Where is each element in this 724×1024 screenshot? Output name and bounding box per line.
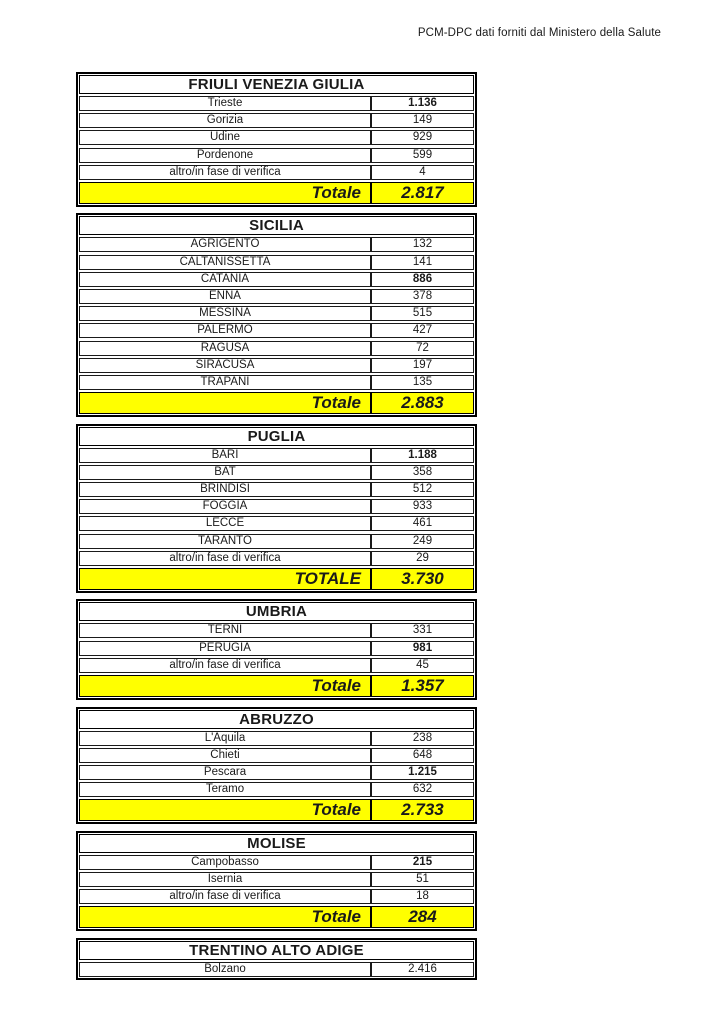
province-label: Bolzano (80, 963, 372, 976)
province-value: 197 (412, 358, 433, 371)
province-row (79, 748, 474, 763)
province-row (79, 872, 474, 887)
source-note: PCM-DPC dati forniti dal Ministero della Salute (417, 27, 661, 39)
province-value: 886 (412, 272, 433, 285)
province-row (79, 499, 474, 514)
total-label: Totale (80, 907, 372, 927)
total-row (79, 906, 474, 928)
total-label: Totale (80, 183, 372, 203)
province-row (79, 962, 474, 977)
province-row (79, 272, 474, 287)
region-title: PUGLIA (79, 427, 474, 446)
province-row (79, 113, 474, 128)
province-value: 427 (412, 324, 433, 337)
tables-container (76, 72, 477, 986)
province-row (79, 448, 474, 463)
province-value: 1.215 (408, 765, 437, 778)
province-row (79, 516, 474, 531)
province-row (79, 237, 474, 252)
total-value: 1.357 (401, 676, 444, 695)
province-value: 215 (412, 855, 433, 868)
region-title: UMBRIA (79, 602, 474, 621)
province-row (79, 289, 474, 304)
province-value: 515 (412, 307, 433, 320)
province-row (79, 465, 474, 480)
region-table (76, 831, 477, 932)
province-label: PALERMO (80, 324, 372, 337)
total-label: Totale (80, 676, 372, 696)
total-row (79, 182, 474, 204)
province-label: Pescara (80, 766, 372, 779)
province-label: LECCE (80, 517, 372, 530)
province-value: 512 (412, 483, 433, 495)
province-row (79, 782, 474, 797)
province-value: 358 (412, 465, 433, 478)
province-label: altro/in fase di verifica (80, 890, 372, 903)
province-value: 132 (412, 238, 433, 251)
province-row (79, 765, 474, 780)
province-label: CATANIA (80, 273, 372, 286)
region-table (76, 72, 477, 207)
province-value: 599 (412, 148, 433, 161)
province-label: FOGGIA (80, 500, 372, 513)
total-label: Totale (80, 393, 372, 413)
province-value: 29 (416, 551, 429, 564)
province-value: 18 (416, 890, 429, 903)
region-table (76, 938, 477, 980)
province-row (79, 323, 474, 338)
province-value: 238 (412, 731, 433, 744)
province-row (79, 148, 474, 163)
total-value: 2.733 (401, 800, 444, 820)
province-label: RAGUSA (80, 342, 372, 355)
province-label: altro/in fase di verifica (80, 552, 372, 565)
province-value: 1.188 (408, 448, 437, 461)
province-value: 51 (416, 872, 429, 885)
province-label: BRINDISI (80, 483, 372, 496)
province-value: 933 (412, 500, 433, 513)
province-value: 249 (412, 534, 433, 547)
province-row (79, 255, 474, 270)
province-label: TRAPANI (80, 376, 372, 389)
province-label: L'Aquila (80, 732, 372, 745)
province-row (79, 658, 474, 673)
province-label: PERUGIA (80, 642, 372, 655)
province-row (79, 306, 474, 321)
province-label: Udine (80, 131, 372, 144)
province-value: 1.136 (408, 97, 437, 109)
province-row (79, 623, 474, 638)
region-table (76, 599, 477, 700)
region-table (76, 424, 477, 593)
province-value: 929 (412, 131, 433, 144)
province-label: AGRIGENTO (80, 238, 372, 251)
province-label: Teramo (80, 783, 372, 796)
province-row (79, 641, 474, 656)
region-table (76, 707, 477, 825)
province-value: 4 (419, 165, 426, 178)
total-value: 3.730 (401, 568, 444, 588)
province-value: 331 (412, 624, 433, 637)
province-label: altro/in fase di verifica (80, 166, 372, 179)
total-value: 2.883 (401, 393, 444, 413)
province-value: 72 (416, 341, 429, 354)
total-row (79, 799, 474, 821)
total-row (79, 675, 474, 697)
province-label: Isernia (80, 873, 372, 886)
province-value: 378 (412, 290, 433, 302)
region-title: SICILIA (79, 216, 474, 235)
province-label: CALTANISSETTA (80, 256, 372, 269)
province-label: BARI (80, 449, 372, 462)
province-row (79, 534, 474, 549)
province-row (79, 551, 474, 566)
province-row (79, 482, 474, 497)
total-label: TOTALE (80, 569, 372, 589)
region-title: FRIULI VENEZIA GIULIA (79, 75, 474, 94)
total-row (79, 392, 474, 414)
province-row (79, 889, 474, 904)
region-title: TRENTINO ALTO ADIGE (79, 941, 474, 960)
province-value: 648 (412, 748, 433, 761)
province-label: altro/in fase di verifica (80, 659, 372, 672)
province-value: 632 (412, 783, 433, 796)
province-row (79, 731, 474, 746)
total-value: 284 (408, 907, 437, 927)
province-value: 149 (412, 114, 433, 127)
province-label: Trieste (80, 97, 372, 110)
total-label: Totale (80, 800, 372, 820)
region-title: MOLISE (79, 834, 474, 853)
province-row (79, 358, 474, 373)
province-label: TERNI (80, 624, 372, 637)
province-row (79, 855, 474, 870)
region-title: ABRUZZO (79, 710, 474, 729)
total-row (79, 568, 474, 590)
province-label: Campobasso (80, 856, 372, 869)
province-value: 981 (412, 641, 433, 654)
total-value: 2.817 (401, 182, 444, 202)
province-label: SIRACUSA (80, 359, 372, 372)
province-label: Gorizia (80, 114, 372, 127)
province-row (79, 96, 474, 111)
province-value: 45 (416, 658, 429, 671)
province-value: 2.416 (408, 962, 437, 975)
region-table (76, 213, 477, 417)
province-value: 135 (412, 375, 433, 388)
province-value: 141 (412, 255, 433, 268)
province-value: 461 (412, 517, 433, 530)
province-label: Pordenone (80, 149, 372, 162)
province-label: MESSINA (80, 307, 372, 320)
province-label: BAT (80, 466, 372, 479)
province-label: Chieti (80, 749, 372, 762)
province-row (79, 130, 474, 145)
province-row (79, 375, 474, 390)
province-label: ENNA (80, 290, 372, 303)
province-label: TARANTO (80, 535, 372, 548)
province-row (79, 341, 474, 356)
province-row (79, 165, 474, 180)
